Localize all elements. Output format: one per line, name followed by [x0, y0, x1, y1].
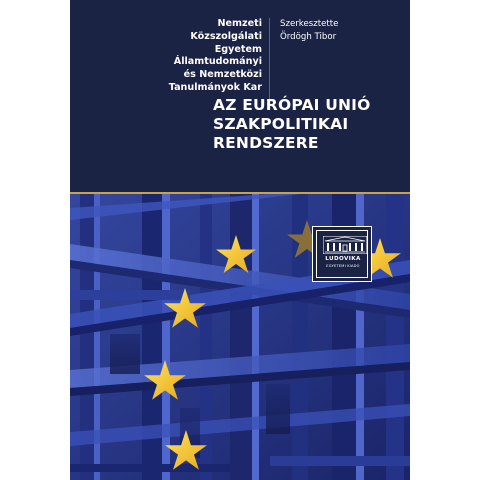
title-line-3: RENDSZERE [213, 134, 319, 152]
title-line-2: SZAKPOLITIKAI [213, 115, 349, 133]
book-cover [70, 0, 410, 480]
editor-name: Ördögh Tibor [280, 31, 337, 42]
shadow-block [110, 334, 140, 374]
building-facade-icon [323, 236, 367, 254]
shadow-block [266, 384, 290, 434]
publisher-subtitle: EGYETEMI KIADÓ [326, 264, 360, 268]
publisher-logo-box [312, 226, 372, 282]
column-beam [230, 194, 252, 480]
title-line-1: AZ EURÓPAI UNIÓ [213, 96, 371, 114]
publisher-name: LUDOVIKA [325, 256, 361, 262]
cover-header-panel [70, 0, 410, 192]
publisher-logo-frame [316, 230, 368, 278]
horizontal-beam [70, 290, 190, 300]
institution-name: Nemzeti Közszolgálati Egyetem Államtudományi és Nemzetközi Tanulmányok Kar [168, 18, 262, 93]
column-beam [386, 194, 404, 480]
book-title [213, 96, 408, 153]
editor-credit [280, 18, 338, 44]
column-beam [252, 194, 259, 480]
horizontal-beam [70, 464, 230, 472]
horizontal-beam [270, 456, 410, 466]
column-beam [200, 194, 212, 480]
editor-role: Szerkesztette [280, 19, 339, 29]
